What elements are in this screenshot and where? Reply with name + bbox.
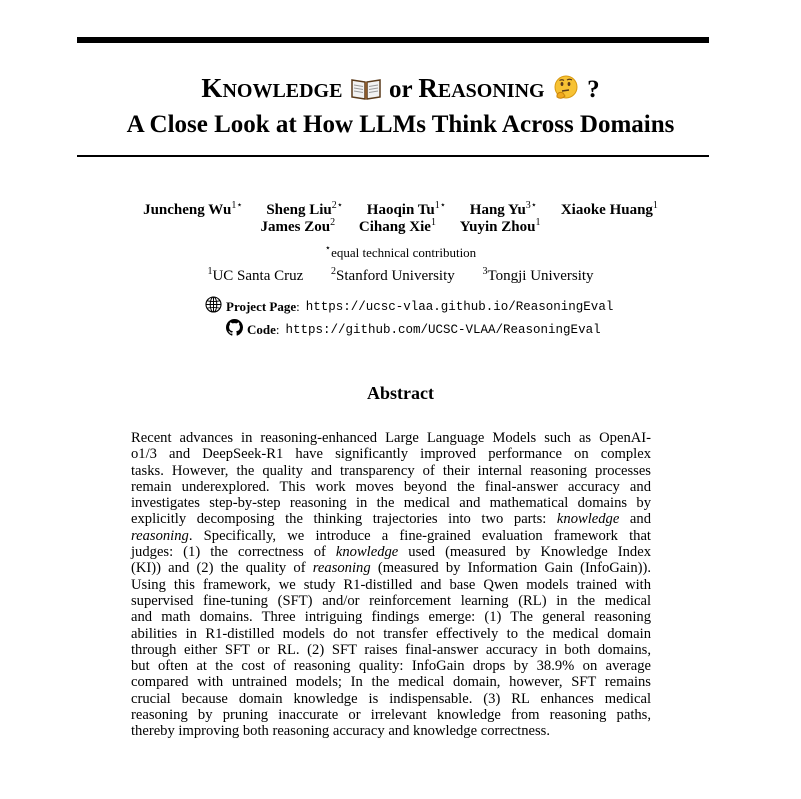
author-hang-yu: Hang $Yu^{3⋆}$ [469, 200, 538, 218]
abstract-line: Recent advances in reasoning-enhanced Large Language Models such as OpenAI- [131, 430, 651, 446]
paper-title-line1: KNOWLEDGE or REASONING ? [201, 73, 600, 103]
author-james-zou: James Zou$^2$ [260, 217, 336, 235]
abstract-body [131, 430, 651, 740]
abstract-line: tasks. However, the quality and transparency of their internal reasoning processes [131, 462, 651, 479]
abstract-line: investigates step-by-step reasoning in the medical and mathematical domains by [131, 495, 651, 512]
abstract-line: explicitly decomposing the thinking trajectories into two parts: knowledge and [131, 511, 651, 528]
affiliations [0, 268, 801, 285]
author-yuyin-zhou: Yuyin Zhou$^1$ [459, 217, 541, 235]
affiliation-tongji: $^3$Tongji University [482, 266, 594, 284]
abstract-line: thereby improving both reasoning accuracy and knowledge correctness. [131, 723, 551, 740]
github-icon [226, 319, 243, 340]
abstract-line: compared with untrained models; In the medical domain, however, SFT remains [131, 674, 651, 691]
abstract-line: judges: (1) the correctness of knowledge used (measured by Knowledge Index [131, 544, 651, 561]
author-haoqin-tu: Haoqin $Tu^{1⋆}$ [366, 200, 447, 218]
project-page-link[interactable]: Project Page : https://ucsc-vlaa.github.io/ReasoningEval [205, 296, 613, 317]
equal-contribution-note: ⋆equal technical contribution [324, 243, 477, 260]
author-juncheng-wu: Juncheng $Wu^{1⋆}$ [143, 200, 243, 218]
affiliation-ucsc: $^1$UC Santa Cruz [207, 266, 304, 284]
paper-title-line2: A Close Look at How LLMs Think Across Domains [126, 111, 675, 138]
abstract-line: Using this framework, we study R1-distilled and base Qwen models trained with [131, 576, 651, 593]
author-sheng-liu: Sheng Liu$^{2⋆}$ [266, 200, 344, 218]
abstract-line: reasoning by pruning inaccurate or irrelevant knowledge from reasoning paths, [131, 707, 651, 724]
globe-icon [205, 296, 222, 317]
code-url[interactable]: https://github.com/UCSC-VLAA/ReasoningEval [285, 322, 601, 337]
code-link[interactable]: Code : https://github.com/UCSC-VLAA/ReasoningEval [226, 319, 601, 340]
abstract-line: remain underexplored. This work moves beyond the final-answer accuracy and [131, 478, 651, 495]
abstract-line: abilities in R1-distilled models do not transfer effectively to the medical domain [131, 625, 651, 642]
abstract-line: (KI)) and (2) the quality of reasoning (measured by Information Gain (InfoGain)). [131, 560, 651, 577]
abstract-line: supervised fine-tuning (SFT) and/or reinforcement learning (RL) in the medical [131, 592, 651, 609]
authors-line-2 [0, 219, 801, 236]
author-xiaoke-huang: Xiaoke Huang$^1$ [560, 200, 658, 218]
project-page-url[interactable]: https://ucsc-vlaa.github.io/ReasoningEval [305, 299, 614, 314]
abstract-line: crucial because domain knowledge is indispensable. (3) RL enhances medical [131, 690, 651, 707]
open-book-icon [351, 77, 381, 101]
affiliation-stanford: $^2$Stanford University [331, 266, 455, 284]
author-cihang-xie: Cihang Xie$^1$ [358, 217, 436, 235]
top-rule [77, 37, 709, 43]
authors-line-1 [0, 202, 801, 219]
abstract-line: and math domains. Three intriguing findings emerge: (1) The general reasoning [131, 609, 651, 626]
abstract-line: through either SFT or RL. (2) SFT raises final-answer accuracy in both domains, [131, 641, 651, 658]
abstract-line: but often at the cost of reasoning quality: InfoGain drops by 38.9% on average [131, 658, 651, 675]
bottom-rule [77, 155, 709, 157]
abstract-heading: Abstract [367, 383, 434, 403]
thinking-face-icon [553, 75, 579, 101]
abstract-line: o1/3 and DeepSeek-R1 have significantly improved performance on complex [131, 446, 651, 463]
abstract-line: reasoning. Specifically, we introduce a fine-grained evaluation framework that [131, 527, 651, 544]
